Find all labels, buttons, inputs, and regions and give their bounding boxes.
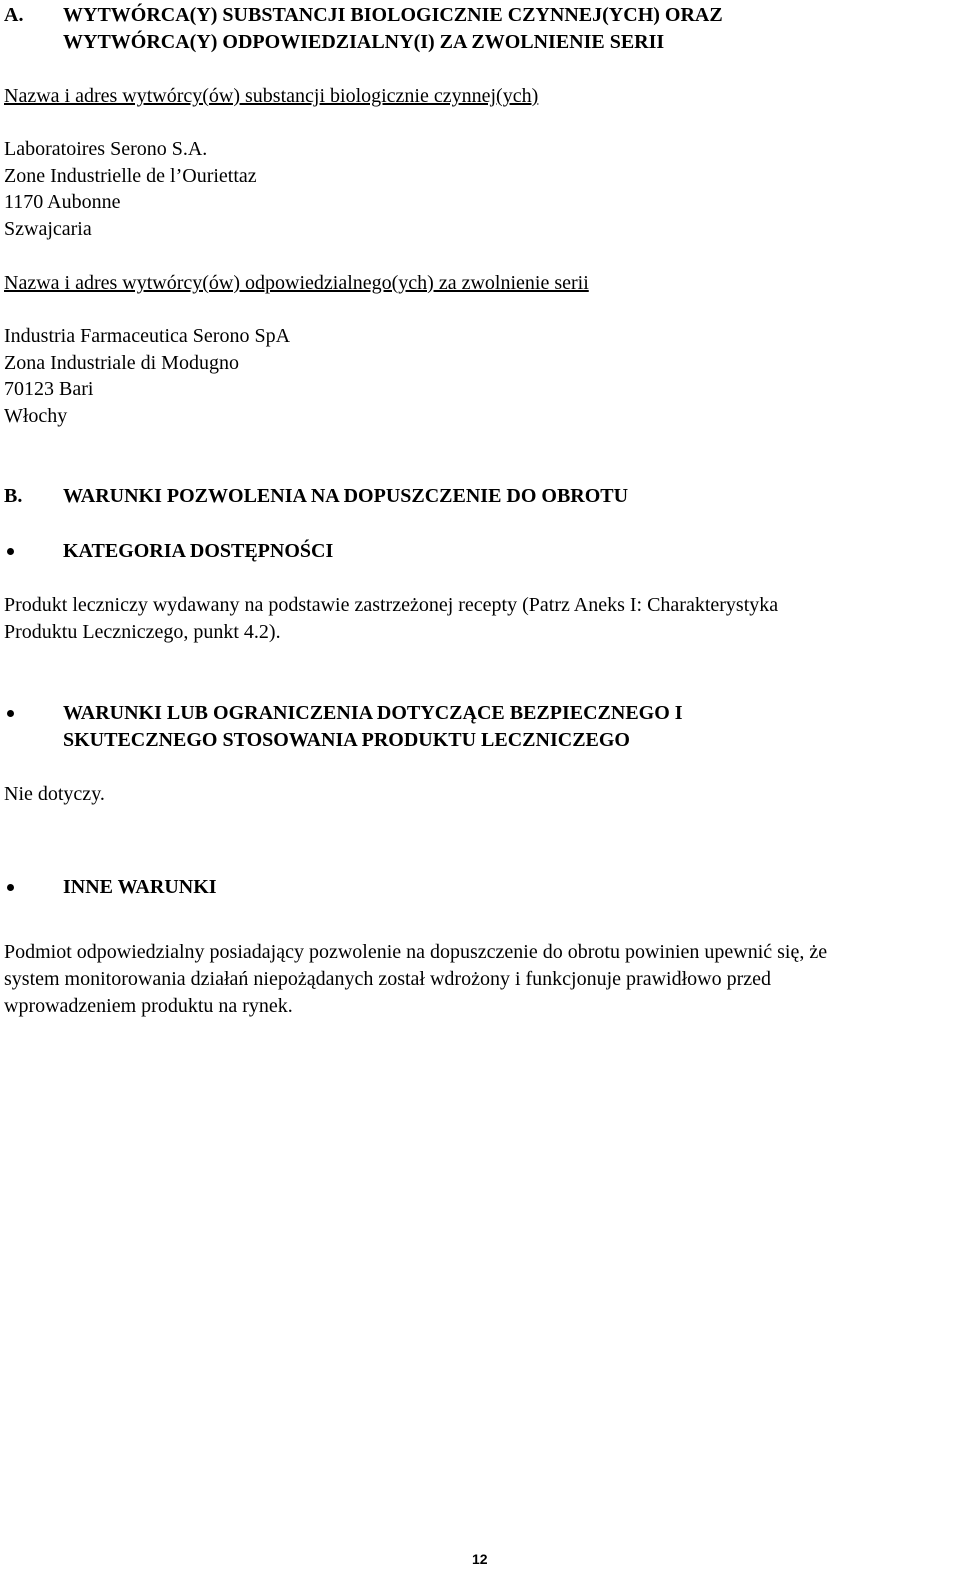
- other-conditions-text-line: system monitorowania działań niepożądanych został wdrożony i funkcjonuje prawidłowo przed: [4, 968, 771, 990]
- release-address-line: 70123 Bari: [4, 378, 94, 400]
- substance-address-line: Zone Industrielle de l’Ouriettaz: [4, 165, 257, 187]
- section-b-letter: B.: [4, 485, 23, 507]
- release-address-line: Zona Industriale di Modugno: [4, 352, 239, 374]
- substance-address-line: 1170 Aubonne: [4, 191, 121, 213]
- release-address-line: Industria Farmaceutica Serono SpA: [4, 325, 291, 347]
- section-a-title-line2: WYTWÓRCA(Y) ODPOWIEDZIALNY(I) ZA ZWOLNIENIE SERII: [63, 31, 665, 53]
- page-number: 12: [472, 1551, 488, 1567]
- category-heading: KATEGORIA DOSTĘPNOŚCI: [63, 540, 334, 562]
- other-conditions-text-line: wprowadzeniem produktu na rynek.: [4, 995, 293, 1017]
- conditions-heading-line: SKUTECZNEGO STOSOWANIA PRODUKTU LECZNICZEGO: [63, 729, 630, 751]
- substance-address-line: Szwajcaria: [4, 218, 92, 240]
- section-a-letter: A.: [4, 4, 24, 26]
- substance-address-line: Laboratoires Serono S.A.: [4, 138, 208, 160]
- other-conditions-text-line: Podmiot odpowiedzialny posiadający pozwolenie na dopuszczenie do obrotu powinien upewnić się, że: [4, 941, 828, 963]
- substance-manufacturer-heading: Nazwa i adres wytwórcy(ów) substancji biologicznie czynnej(ych): [4, 85, 539, 107]
- section-b-title: WARUNKI POZWOLENIA NA DOPUSZCZENIE DO OBROTU: [63, 485, 629, 507]
- other-conditions-heading: INNE WARUNKI: [63, 876, 217, 898]
- bullet-icon: [7, 548, 14, 555]
- section-a-title-line1: WYTWÓRCA(Y) SUBSTANCJI BIOLOGICZNIE CZYNNEJ(YCH) ORAZ: [63, 4, 723, 26]
- category-text-line: Produktu Leczniczego, punkt 4.2).: [4, 621, 281, 643]
- conditions-text: Nie dotyczy.: [4, 783, 105, 805]
- bullet-icon: [7, 710, 14, 717]
- conditions-heading-line: WARUNKI LUB OGRANICZENIA DOTYCZĄCE BEZPIECZNEGO I: [63, 702, 683, 724]
- release-address-line: Włochy: [4, 405, 68, 427]
- bullet-icon: [7, 884, 14, 891]
- release-manufacturer-heading: Nazwa i adres wytwórcy(ów) odpowiedzialnego(ych) za zwolnienie serii: [4, 272, 589, 294]
- category-text-line: Produkt leczniczy wydawany na podstawie zastrzeżonej recepty (Patrz Aneks I: Charakterystyka: [4, 594, 779, 616]
